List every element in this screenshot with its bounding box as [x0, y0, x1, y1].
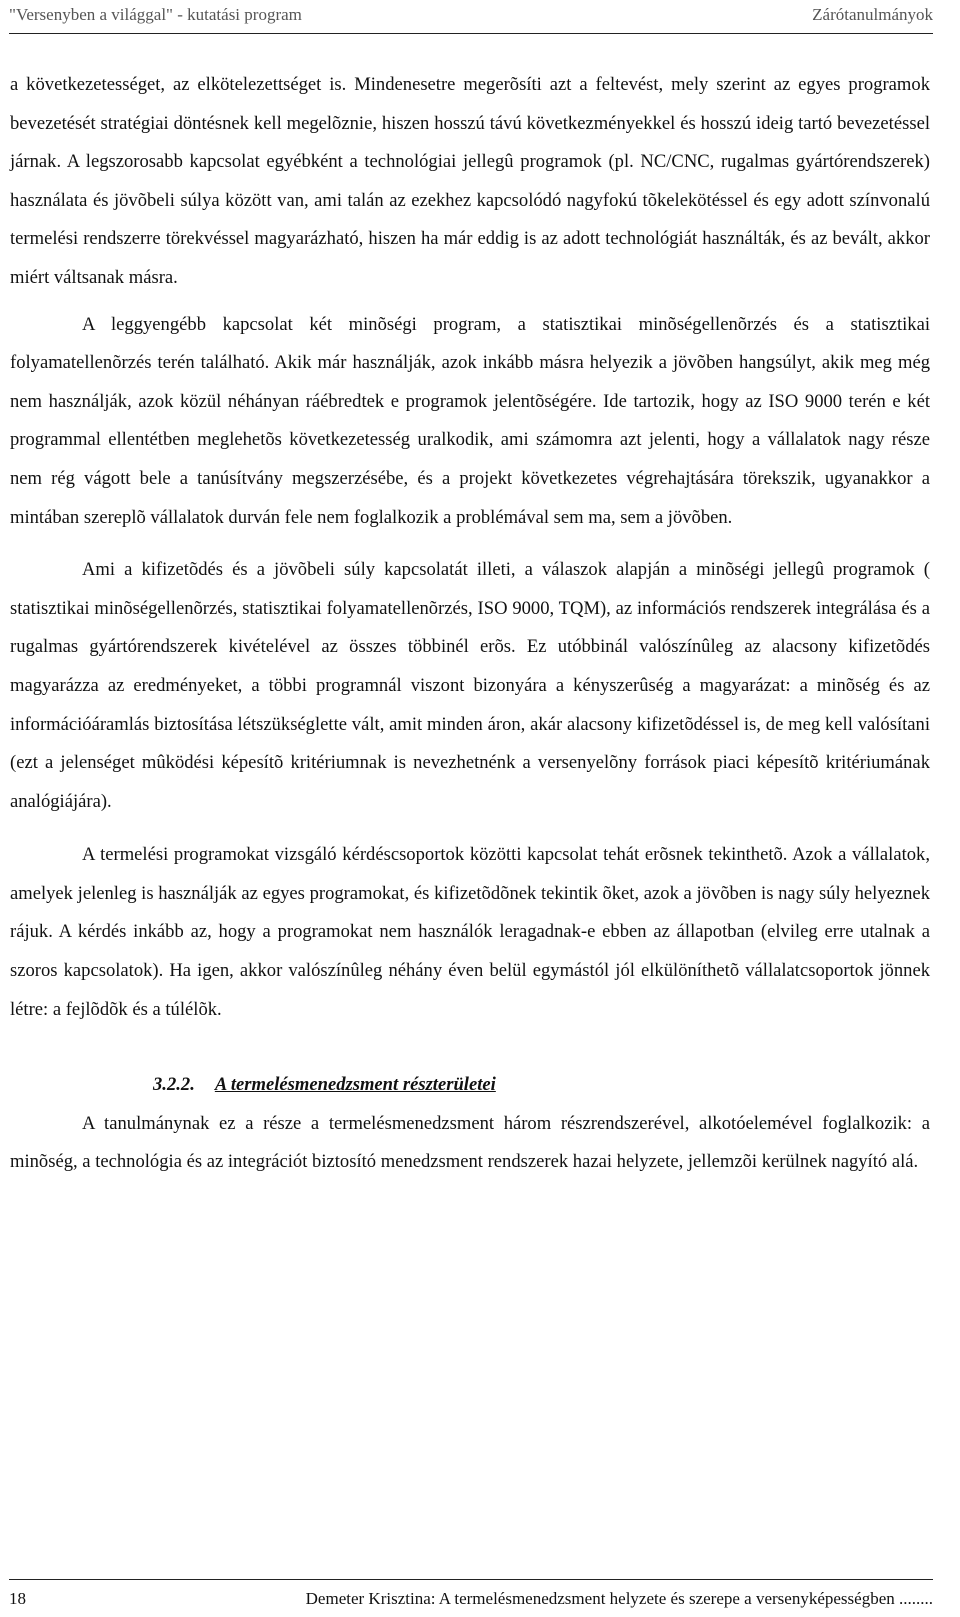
- footer-citation: Demeter Krisztina: A termelésmenedzsment helyzete és szerepe a versenyképességben ........: [305, 1589, 933, 1608]
- paragraph-3: Ami a kifizetõdés és a jövõbeli súly kapcsolatát illeti, a válaszok alapján a minõségi jellegû programok ( statisztikai minõségellenõrzés, statisztikai folyamatellenõrzés, ISO 9000, TQM), az információs rendszerek integrálása és a rugalmas gyártórendszerek kivételével az összes többinél erõs. Ez utóbbinál valószínûleg az alacsony kifizetõdés magyarázza az eredményeket, a többi programnál viszont bizonyára a kényszerûség a magyarázat: a minõség és az információáramlás biztosítása létszükséglette vált, amit minden áron, akár alacsony kifizetõdéssel is, de meg kell valósítani (ezt a jelenséget mûködési képesítõ kritériumnak is nevezhetnénk a versenyelõny források piaci képesítõ kritériumának analógiájára).: [10, 559, 930, 812]
- section-title: A termelésmenedzsment részterületei: [214, 1074, 496, 1096]
- paragraph-2: A leggyengébb kapcsolat két minõségi program, a statisztikai minõségellenõrzés és a statisztikai folyamatellenõrzés terén található. Akik már használják, azok inkább másra helyezik a jövõben hangsúlyt, akik meg még nem használják, azok közül néhányan ráébredtek e programok jelentõségére. Ide tartozik, hogy az ISO 9000 terén e két programmal ellentétben meglehetõs következetesség uralkodik, ami számomra azt jelenti, hogy a vállalatok nagy része nem rég vágott bele a tanúsítvány megszerzésébe, és a projekt következetes végrehajtására törekszik, ugyanakkor a mintában szereplõ vállalatok durván fele nem foglalkozik a problémával sem ma, sem a jövõben.: [10, 313, 930, 528]
- section-heading: [10, 1066, 930, 1105]
- section-number: 3.2.2.: [153, 1074, 195, 1096]
- running-header: [9, 0, 933, 30]
- page-number: 18: [9, 1589, 26, 1608]
- footer-divider: [9, 1579, 933, 1580]
- header-series-title: Zárótanulmányok: [812, 5, 933, 24]
- header-divider: [9, 33, 933, 34]
- document-body: [10, 66, 930, 1182]
- paragraph-1: a következetességet, az elkötelezettséget is. Mindenesetre megerõsíti azt a feltevést, mely szerint az egyes programok bevezetését stratégiai döntésnek kell megelõznie, hiszen hosszú távú következményekkel és hosszú ideig tartó bevezetéssel járnak. A legszorosabb kapcsolat egyébként a technológiai jellegû programok (pl. NC/CNC, rugalmas gyártórendszerek) használata és jövõbeli súlya között van, ami talán az ezekhez kapcsolódó nagyfokú tõkelekötéssel és egy adott színvonalú termelési rendszerre törekvéssel magyarázható, hiszen ha már eddig is az adott technológiát használták, és az bevált, akkor miért váltsanak másra.: [10, 74, 930, 288]
- paragraph-5: A tanulmánynak ez a része a termelésmenedzsment három részrendszerével, alkotóelemével foglalkozik: a minõség, a technológia és az integrációt biztosító menedzsment rendszerek hazai helyzete, jellemzõi kerülnek nagyító alá.: [10, 1112, 930, 1173]
- running-footer: [9, 1582, 933, 1616]
- paragraph-4: A termelési programokat vizsgáló kérdéscsoportok közötti kapcsolat tehát erõsnek tekinthetõ. Azok a vállalatok, amelyek jelenleg is használják az egyes programokat, és kifizetõdõnek tekintik õket, azok a jövõben is nagy súly helyeznek rájuk. A kérdés inkább az, hogy a programokat nem használók leragadnak-e ebben az állapotban (elvileg erre utalnak a szoros kapcsolatok). Ha igen, akkor valószínûleg néhány éven belül egymástól jól elkülöníthetõ vállalatcsoportok jönnek létre: a fejlõdõk és a túlélõk.: [10, 844, 930, 1020]
- header-program-title: "Versenyben a világgal" - kutatási program: [9, 5, 302, 24]
